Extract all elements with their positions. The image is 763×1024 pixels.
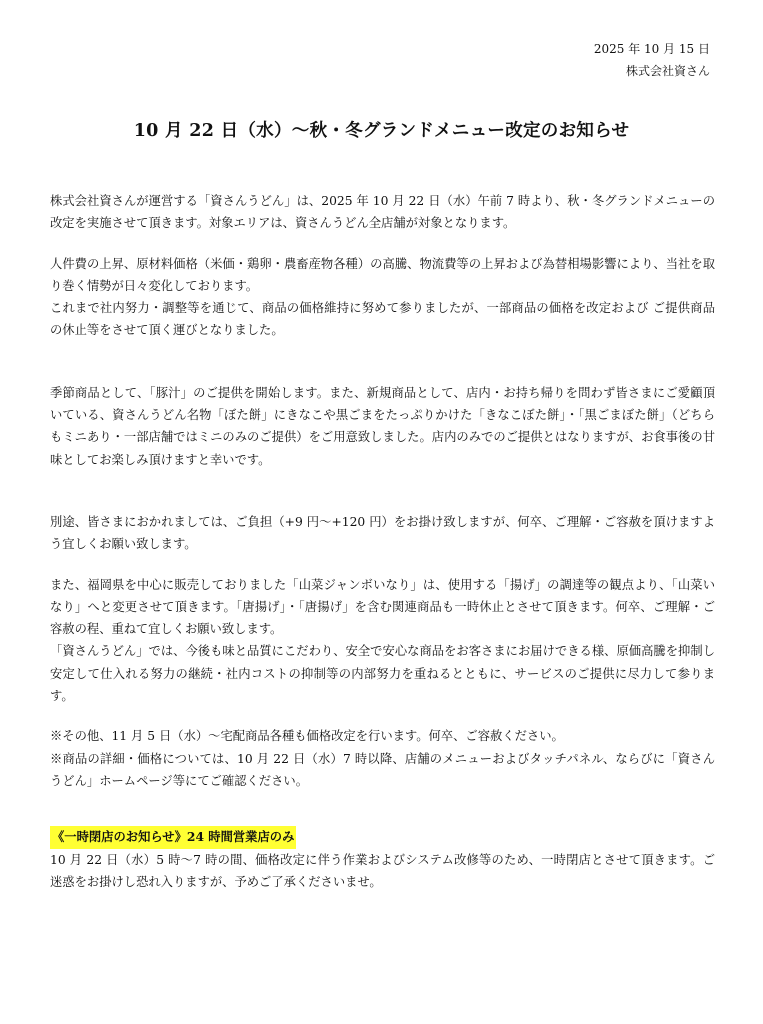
delivery-note: ※その他、11 月 5 日（水）〜宅配商品各種も価格改定を行います。何卒、ご容赦ください。 <box>50 729 564 744</box>
price-burden-paragraph: 別途、皆さまにおかれましては、ご負担（+9 円〜+120 円）をお掛け致しますが、何卒、ご理解・ご容赦を頂けますよう宜しくお願い致します。 <box>50 514 715 552</box>
closure-notice-text: 10 月 22 日（水）5 時〜7 時の間、価格改定に伴う作業およびシステム改修等のため、一時閉店とさせて頂きます。ご迷惑をお掛けし恐れ入りますが、予めご了承くださいませ。 <box>50 852 715 889</box>
release-date: 2025 年 10 月 15 日 <box>593 42 710 56</box>
details-note: ※商品の詳細・価格については、10 月 22 日（水）7 時以降、店舗のメニューおよびタッチパネル、ならびに「資さんうどん」ホームページ等にてご確認ください。 <box>50 751 715 788</box>
reason-paragraph: 人件費の上昇、原材料価格（米価・鶏卵・農畜産物各種）の高騰、物流費等の上昇および為替相場影響により、当社を取り巻く情勢が日々変化しております。 <box>50 256 715 293</box>
company-commitment-paragraph: 「資さんうどん」では、今後も味と品質にこだわり、安全で安心な商品をお客さまにお届けできる様、原価高騰を抑制し安定して仕入れる努力の継続・社内コストの抑制等の内部努力を重ねるとともに、サービスのご提供に尽力して参ります。 <box>50 644 715 704</box>
closure-notice-heading: 《一時閉店のお知らせ》24 時間営業店のみ <box>50 826 296 848</box>
reason-paragraph-continued: これまで社内努力・調整等を通じて、商品の価格維持に努めて参りましたが、一部商品の価格を改定および ご提供商品の休止等をさせて頂く運びとなりました。 <box>50 301 715 338</box>
page-title: 10 月 22 日（水）〜秋・冬グランドメニュー改定のお知らせ <box>133 121 630 141</box>
company-name: 株式会社資さん <box>625 64 710 78</box>
seasonal-products-paragraph: 季節商品として、「豚汁」のご提供を開始します。また、新規商品として、店内・お持ち帰りを問わず皆さまにご愛顧頂いている、資さんうどん名物「ぼた餅」にきなこや黒ごまをたっぷりかけた「きなこぼた餅」・「黒ごまぼた餅」（どちらもミニあり・一部店舗ではミニのみのご提供）をご用意致しました。店内のみでのご提供とはなりますが、お食事後の甘味としてお楽しみ頂けますと幸いです。 <box>50 385 715 467</box>
product-change-paragraph: また、福岡県を中心に販売しておりました「山菜ジャンボいなり」は、使用する「揚げ」の調達等の観点より、「山菜いなり」へと変更させて頂きます。「唐揚げ」・「唐揚げ」を含む関連商品も一時休止とさせて頂きます。何卒、ご理解・ご容赦の程、重ねて宜しくお願い致します。 <box>50 577 715 637</box>
intro-paragraph: 株式会社資さんが運営する「資さんうどん」は、2025 年 10 月 22 日（水）午前 7 時より、秋・冬グランドメニューの改定を実施させて頂きます。対象エリアは、資さんうどん全店舗が対象となります。 <box>50 194 715 231</box>
document-body <box>50 190 715 893</box>
document-meta <box>594 38 710 82</box>
